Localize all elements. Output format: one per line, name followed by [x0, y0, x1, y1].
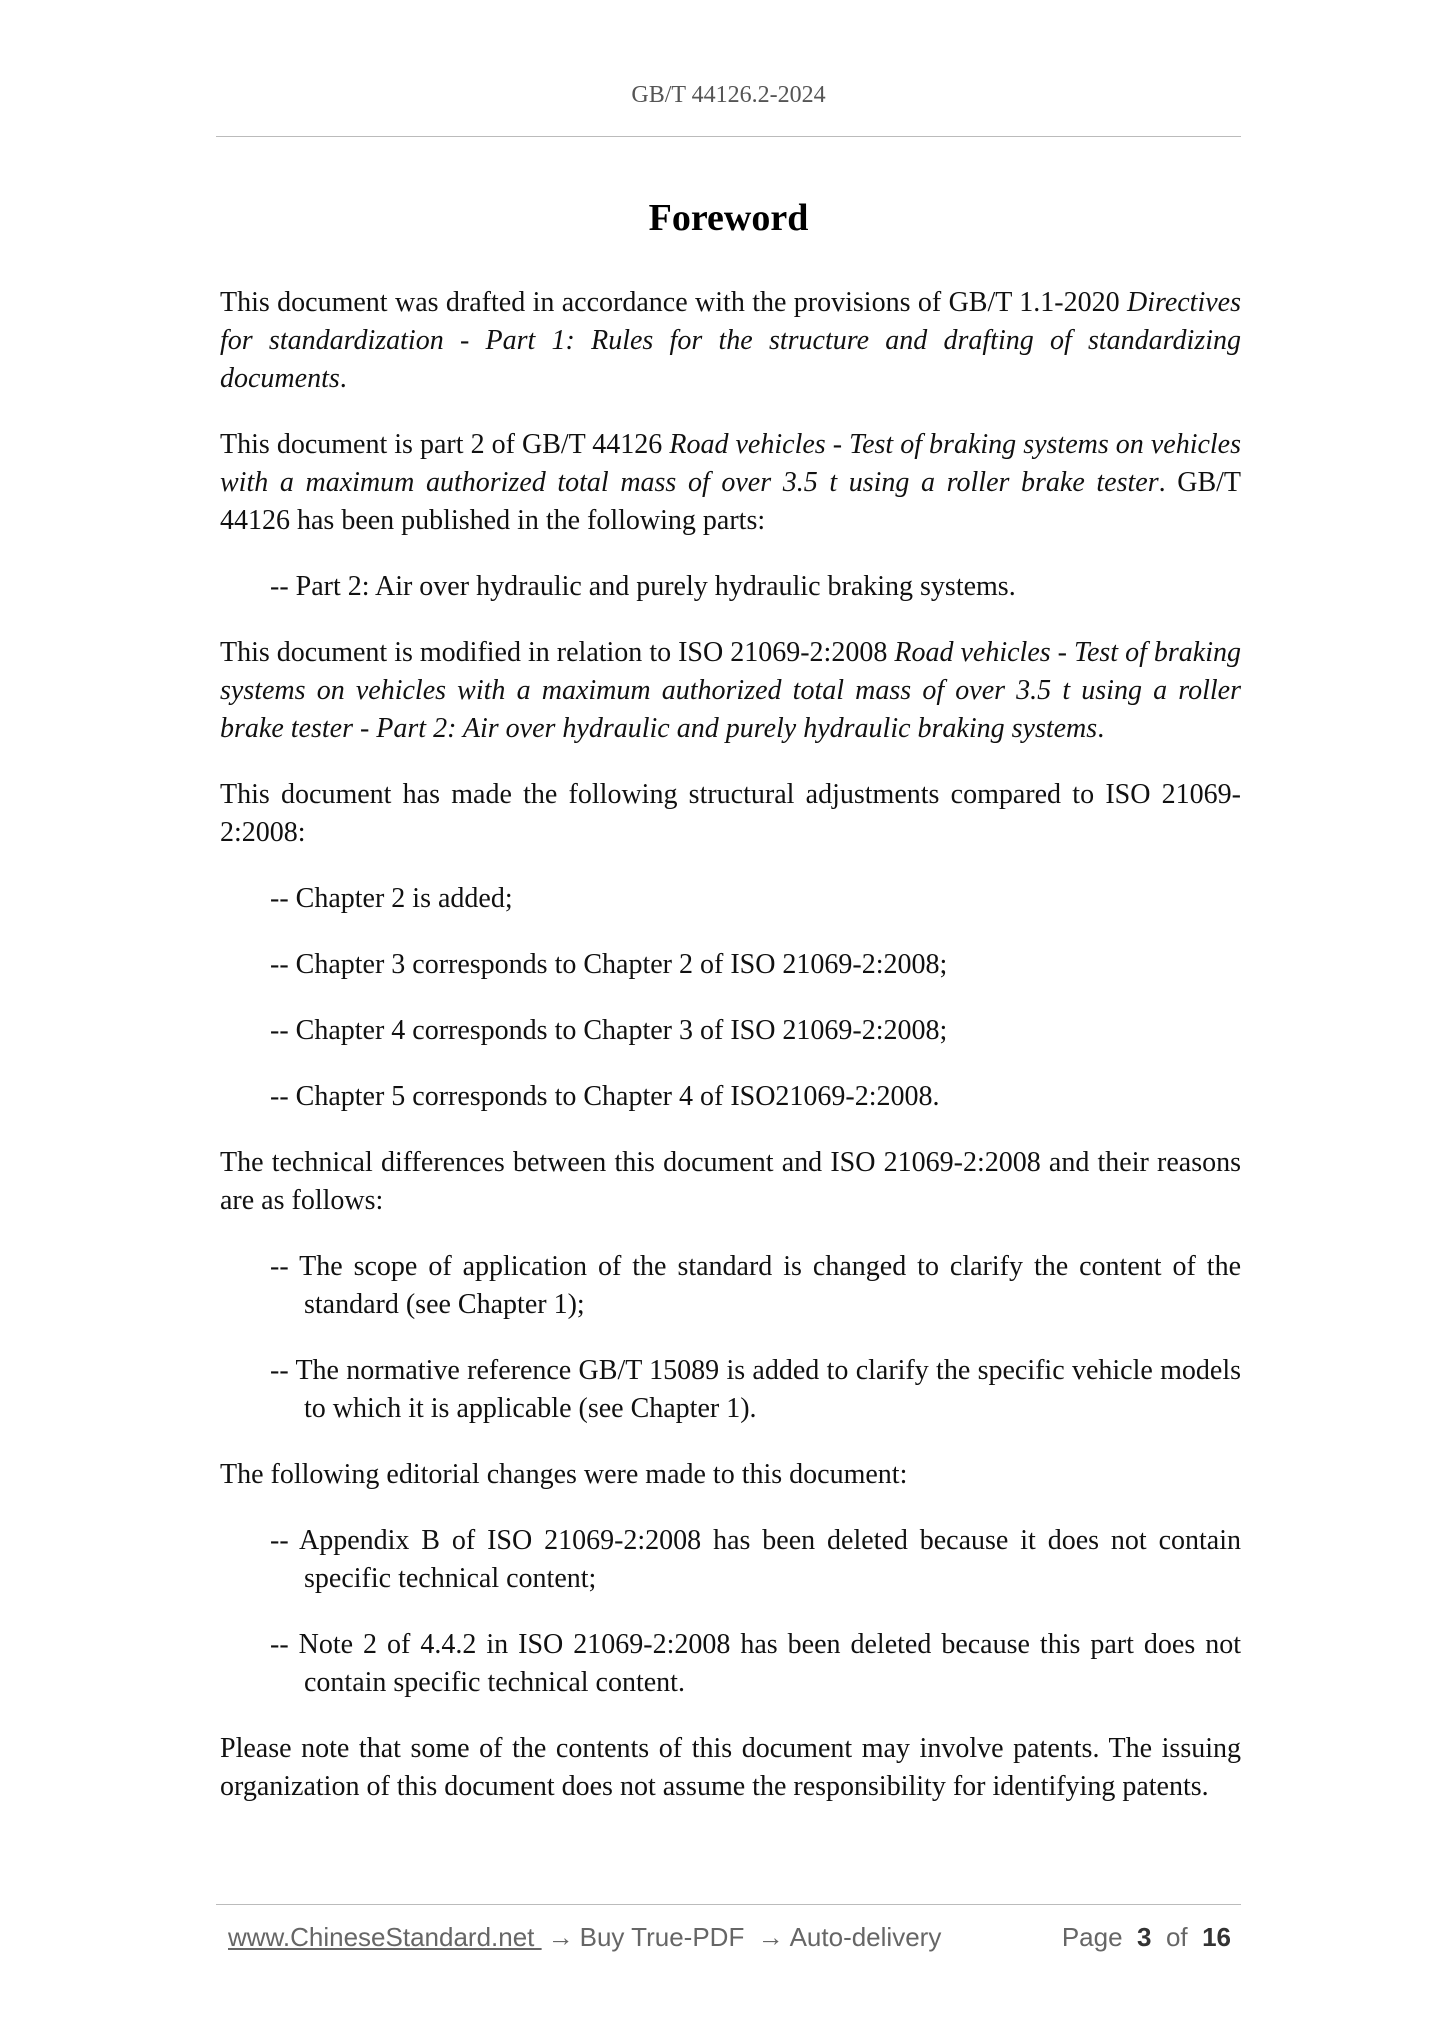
list-item: -- Appendix B of ISO 21069-2:2008 has been deleted because it does not contain specific technical content;	[270, 1525, 1241, 1594]
paragraph-text: . GB/T 44126 has been published in the following parts:	[220, 467, 1242, 536]
list-item: -- Note 2 of 4.4.2 in ISO 21069-2:2008 has been deleted because this part does not contain specific technical content.	[270, 1629, 1241, 1698]
site-link[interactable]: www.ChineseStandard.net	[228, 1922, 542, 1952]
paragraph-drafting-basis	[220, 284, 1241, 398]
paragraph-text: .	[339, 363, 347, 394]
current-page: 3	[1137, 1922, 1152, 1952]
paragraph-text: This document is modified in relation to ISO 21069-2:2008	[220, 637, 895, 668]
page-footer	[228, 1922, 1231, 1956]
header-divider	[216, 136, 1241, 137]
list-item: -- The scope of application of the standard is changed to clarify the content of the standard (see Chapter 1);	[270, 1251, 1241, 1320]
paragraph-text: .	[1097, 713, 1105, 744]
page-number	[1062, 1922, 1231, 1953]
paragraph-part-info	[220, 426, 1241, 540]
page-label: Page	[1061, 1922, 1123, 1952]
cited-title: Road vehicles - Test of braking systems on vehicles with a maximum authorized total mass of over 3.5 t using a roller brake tester - Part 2: Air over hydraulic and purely hydraulic braking systems	[220, 637, 1241, 744]
footer-links	[228, 1922, 941, 1953]
paragraph-modification	[220, 634, 1241, 748]
paragraph-patent-notice: Please note that some of the contents of this document may involve patents. The issuing organization of this document does not assume the responsibility for identifying patents.	[220, 1733, 1241, 1802]
document-body	[220, 284, 1241, 1834]
footer-divider	[216, 1904, 1241, 1905]
paragraph-editorial-changes: The following editorial changes were made to this document:	[220, 1459, 908, 1490]
cited-title: Directives for standardization - Part 1: Rules for the structure and drafting of standardizing documents	[220, 287, 1241, 394]
running-header: GB/T 44126.2-2024	[631, 82, 826, 108]
list-item: -- Chapter 5 corresponds to Chapter 4 of ISO21069-2:2008.	[270, 1081, 940, 1112]
list-item: -- Chapter 3 corresponds to Chapter 2 of ISO 21069-2:2008;	[270, 949, 948, 980]
cited-title: Road vehicles - Test of braking systems on vehicles with a maximum authorized total mass of over 3.5 t using a roller brake tester	[220, 429, 1242, 498]
paragraph-text: This document is part 2 of GB/T 44126	[220, 429, 670, 460]
buy-pdf-text: Buy True-PDF	[579, 1922, 745, 1952]
paragraph-technical-differences: The technical differences between this document and ISO 21069-2:2008 and their reasons are as follows:	[220, 1147, 1241, 1216]
arrow-right-icon: →	[547, 1922, 574, 1952]
list-item: -- Chapter 2 is added;	[270, 883, 513, 914]
list-item: -- Chapter 4 corresponds to Chapter 3 of ISO 21069-2:2008;	[270, 1015, 948, 1046]
list-item: -- The normative reference GB/T 15089 is added to clarify the specific vehicle models to which it is applicable (see Chapter 1).	[270, 1355, 1241, 1424]
paragraph-structural-adjustments: This document has made the following structural adjustments compared to ISO 21069-2:2008:	[220, 779, 1241, 848]
page-title: Foreword	[648, 197, 809, 239]
list-item: -- Part 2: Air over hydraulic and purely hydraulic braking systems.	[270, 571, 1016, 602]
total-pages: 16	[1202, 1922, 1231, 1952]
arrow-right-icon: →	[757, 1922, 784, 1952]
paragraph-text: This document was drafted in accordance with the provisions of GB/T 1.1-2020	[220, 287, 1127, 318]
of-label: of	[1165, 1922, 1188, 1952]
auto-delivery-text: Auto-delivery	[789, 1922, 942, 1952]
